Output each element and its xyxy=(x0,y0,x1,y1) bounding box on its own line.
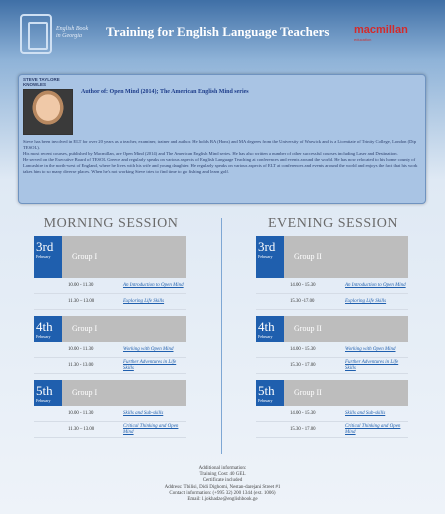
date-badge xyxy=(256,236,284,278)
session-topic-link[interactable]: Skills and Sub-skills xyxy=(345,410,386,416)
day-header xyxy=(34,380,186,406)
session-time: 15.30 - 17.00 xyxy=(290,363,316,368)
english-book-logo[interactable] xyxy=(20,14,100,56)
session-topic-link[interactable]: Exploring Life Skills xyxy=(123,298,165,304)
schedule-row xyxy=(34,342,186,358)
schedule-row xyxy=(256,278,408,294)
speaker-photo xyxy=(23,89,73,135)
schedule-row xyxy=(34,422,186,438)
evening-session xyxy=(238,216,428,438)
session-time: 10.00 - 11.30 xyxy=(68,411,94,416)
session-topic-link[interactable]: Working with Open Mind xyxy=(345,346,396,352)
brand-name: macmillan xyxy=(354,24,408,36)
info-line: Address: Tbilisi, Didi Dighomi, Nestan-darejani Street #1 xyxy=(164,484,281,490)
session-time: 15.30 - 17.00 xyxy=(290,427,316,432)
macmillan-logo[interactable] xyxy=(354,24,426,46)
session-time: 14.00 - 15.30 xyxy=(290,347,316,352)
date-badge xyxy=(34,316,62,342)
session-topic-link[interactable]: An Introduction to Open Mind xyxy=(123,282,184,288)
schedule-row xyxy=(256,294,408,310)
bio-paragraph: Steve has been involved in ELT for over 20 years as a teacher, examiner, trainer and author. He holds BA (Hons) and MA degrees from the University of Warwick and is a Licentiate of Trinity College, London (Dip TESOL). xyxy=(23,139,416,150)
day-header xyxy=(256,316,408,342)
schedule-row xyxy=(256,406,408,422)
day-block xyxy=(256,316,408,374)
book-logo-icon xyxy=(20,14,52,54)
bio-paragraph: His most recent courses, published by Macmillan, are Open Mind (2014) and The American English Mind series. He has also written a number of other successful courses including Laser and Destination. xyxy=(23,151,398,156)
session-divider xyxy=(221,218,222,454)
group-label: Group I xyxy=(62,316,186,342)
schedule-row xyxy=(34,278,186,294)
logo-text-1: English Book xyxy=(56,26,89,32)
session-time: 14.00 - 15.30 xyxy=(290,411,316,416)
day-block xyxy=(34,316,186,374)
session-topic-link[interactable]: Skills and Sub-skills xyxy=(123,410,164,416)
info-line: Certificate included xyxy=(202,478,243,484)
morning-session xyxy=(16,216,206,438)
info-line: Contact information: (+995 32) 200 1344 (ext. 1006) xyxy=(169,490,276,496)
session-topic-link[interactable]: Working with Open Mind xyxy=(123,346,174,352)
group-label: Group I xyxy=(62,236,186,278)
page-title: Training for English Language Teachers xyxy=(106,24,330,39)
schedule-row xyxy=(34,358,186,374)
email-link[interactable]: Email: l.jokhadze@englishbook.ge xyxy=(187,497,258,503)
session-time: 11.30 - 13.00 xyxy=(68,363,94,368)
day-block xyxy=(34,380,186,438)
header xyxy=(0,0,445,70)
info-line: Additional information: xyxy=(198,466,247,471)
bio-paragraph: He served on the Executive Board of TESOL Greece and regularly speaks on various aspects of English Language Teaching at conferences and events around the world. He has now relocated to his home county of Lancashire in the north-west of England, where he lives with his wife and young daughter. He regularly speaks on various aspects of ELT at conferences and events around the world and enjoys the fact that his work takes him to so many diverse places. When he's not working Steve tries to find time to go fishing and learn golf. xyxy=(23,157,418,174)
session-time: 10.00 - 11.30 xyxy=(68,347,94,352)
date-month: February xyxy=(36,398,51,403)
date-badge xyxy=(256,380,284,406)
session-topic-link[interactable]: An Introduction to Open Mind xyxy=(345,282,406,288)
date-number: 4th xyxy=(258,319,275,334)
date-badge xyxy=(34,236,62,278)
date-number: 4th xyxy=(36,319,53,334)
group-label: Group II xyxy=(284,380,408,406)
date-number: 5th xyxy=(258,383,275,398)
day-block xyxy=(256,380,408,438)
schedule-row xyxy=(256,358,408,374)
bio-text xyxy=(23,139,423,175)
group-label: Group II xyxy=(284,316,408,342)
schedule-row xyxy=(34,294,186,310)
day-header xyxy=(256,380,408,406)
day-block xyxy=(34,236,186,310)
speaker-bio xyxy=(18,74,426,204)
date-number: 3rd xyxy=(36,239,54,254)
date-number: 5th xyxy=(36,383,53,398)
logo-text-2: in Georgia xyxy=(56,33,82,39)
session-topic-link[interactable]: Critical Thinking and Open Mind xyxy=(123,424,179,435)
group-label: Group I xyxy=(62,380,186,406)
session-topic-link[interactable]: Further Adventures in Life Skills xyxy=(345,360,399,371)
schedule-row xyxy=(256,342,408,358)
schedule-row xyxy=(34,406,186,422)
date-month: February xyxy=(36,334,51,339)
group-label: Group II xyxy=(284,236,408,278)
additional-info xyxy=(0,466,445,503)
evening-session-title: EVENING SESSION xyxy=(268,216,398,231)
speaker-name xyxy=(23,77,60,87)
day-block xyxy=(256,236,408,310)
day-header xyxy=(256,236,408,278)
date-badge xyxy=(256,316,284,342)
session-time: 15.30 -17.00 xyxy=(290,299,315,304)
session-time: 11.30 – 13.00 xyxy=(68,427,95,432)
day-header xyxy=(34,236,186,278)
date-month: February xyxy=(36,254,51,259)
date-month: February xyxy=(258,334,273,339)
morning-session-title: MORNING SESSION xyxy=(43,216,179,231)
speaker-name-line-1: STEVE TAYLORE xyxy=(23,77,60,82)
date-number: 3rd xyxy=(258,239,276,254)
day-header xyxy=(34,316,186,342)
author-line: Author of: Open Mind (2014); The American English Mind series xyxy=(81,89,249,95)
session-time: 11.30 – 13.00 xyxy=(68,299,95,304)
date-month: February xyxy=(258,398,273,403)
session-topic-link[interactable]: Exploring Life Skills xyxy=(345,298,387,304)
info-line: Training Cost: 40 GEL xyxy=(199,472,246,478)
speaker-name-line-2: KNOWLES xyxy=(23,82,46,87)
session-topic-link[interactable]: Further Adventures in Life Skills xyxy=(123,360,177,371)
session-time: 14.00 - 15.30 xyxy=(290,283,316,288)
brand-sub: education xyxy=(354,37,372,42)
schedule-row xyxy=(256,422,408,438)
session-topic-link[interactable]: Critical Thinking and Open Mind xyxy=(345,424,401,435)
date-badge xyxy=(34,380,62,406)
session-time: 10.00 - 11.30 xyxy=(68,283,94,288)
date-month: February xyxy=(258,254,273,259)
